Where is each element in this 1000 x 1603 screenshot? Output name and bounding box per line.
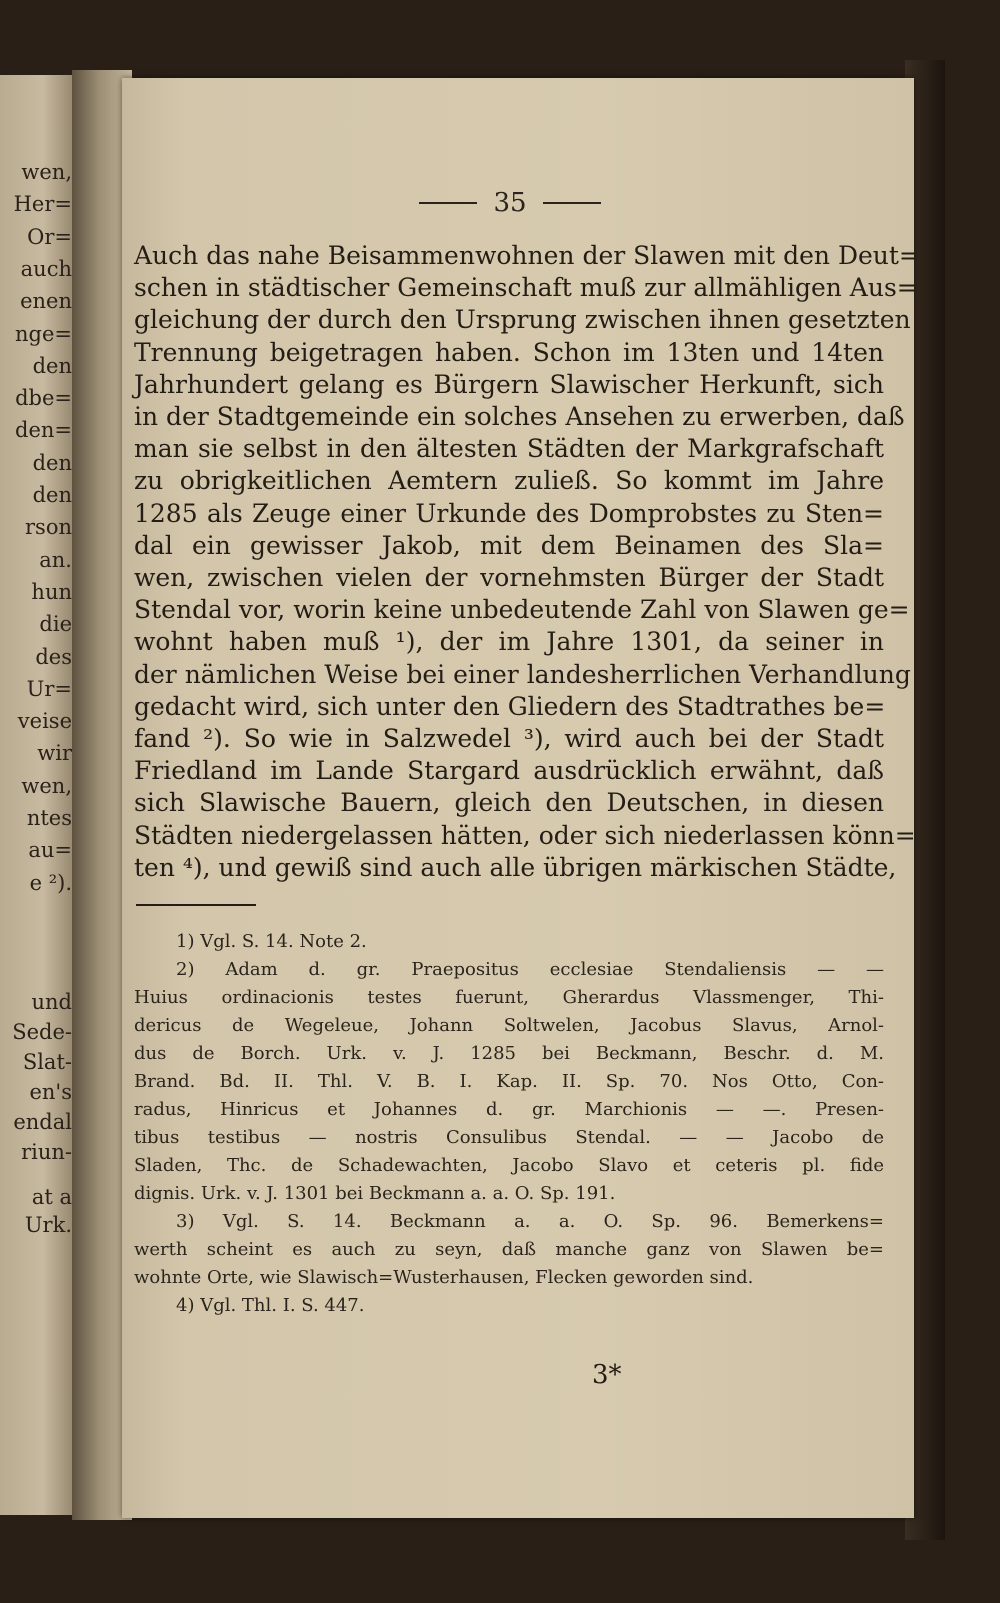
footnote-3 — [134, 1208, 884, 1292]
footnote-line: wohnte Orte, wie Slawisch=Wusterhausen, Flecken geworden sind. — [134, 1267, 754, 1288]
text-line: Friedland im Lande Stargard ausdrücklich erwähnt, daß — [134, 756, 884, 786]
left-page-fragment: die — [39, 612, 72, 637]
footnote-1 — [134, 928, 884, 956]
footnote-separator — [136, 904, 256, 906]
text-line: 1285 als Zeuge einer Urkunde des Domprobstes zu Sten= — [134, 498, 884, 528]
right-page — [122, 78, 920, 1518]
header-rule-right — [543, 202, 601, 204]
left-page-fragment: en's — [29, 1080, 72, 1104]
text-line: man sie selbst in den ältesten Städten der Markgrafschaft — [134, 434, 884, 464]
left-page-fragment: wen, — [21, 160, 72, 184]
left-page-fragment: Or= — [27, 224, 72, 249]
text-line: wen, zwischen vielen der vornehmsten Bürger der Stadt — [134, 563, 884, 593]
left-page-fragment: den — [32, 483, 72, 507]
text-line: wohnt haben muß ¹), der im Jahre 1301, da seiner in — [134, 627, 884, 657]
text-line: zu obrigkeitlichen Aemtern zuließ. So kommt im Jahre — [134, 466, 884, 496]
left-page-fragment: Sede- — [12, 1020, 72, 1044]
left-page-edge — [0, 75, 78, 1515]
left-page-fragment: Urk. — [24, 1213, 72, 1237]
left-page-fragment: Her= — [13, 192, 72, 217]
footnote-line: 1) Vgl. S. 14. Note 2. — [176, 931, 367, 952]
left-page-fragment: hun — [31, 579, 72, 604]
footnote-line: 2) Adam d. gr. Praepositus ecclesiae Stendaliensis — — — [176, 959, 884, 980]
footnote-line: radus, Hinricus et Johannes d. gr. Marchionis — —. Presen- — [134, 1099, 884, 1120]
text-line: ten ⁴), und gewiß sind auch alle übrigen märkischen Städte, — [134, 852, 897, 882]
left-page-fragment: at a — [31, 1185, 72, 1209]
text-line: der nämlichen Weise bei einer landesherrlichen Verhandlung — [134, 659, 911, 689]
left-page-fragment: Ur= — [26, 676, 72, 701]
page-number: 35 — [493, 188, 527, 218]
text-line: Stendal vor, worin keine unbedeutende Zahl von Slawen ge= — [134, 595, 910, 625]
text-line: Städten niedergelassen hätten, oder sich niederlassen könn= — [134, 820, 916, 850]
footnotes — [134, 928, 884, 1320]
footnote-4 — [134, 1292, 884, 1320]
text-line: fand ²). So wie in Salzwedel ³), wird auch bei der Stadt — [134, 724, 884, 754]
left-page-fragment: den= — [15, 418, 72, 443]
left-page-fragment: riun- — [21, 1140, 72, 1164]
footnote-2 — [134, 956, 884, 1208]
left-page-fragment: wir — [37, 741, 72, 766]
left-page-fragment: ntes — [26, 806, 72, 830]
left-page-fragment: und — [31, 990, 72, 1014]
header-rule-left — [419, 202, 477, 204]
left-page-fragment: auch — [20, 256, 72, 281]
footnote-line: dus de Borch. Urk. v. J. 1285 bei Beckmann, Beschr. d. M. — [134, 1043, 884, 1064]
footnote-line: dignis. Urk. v. J. 1301 bei Beckmann a. a. O. Sp. 191. — [134, 1183, 616, 1204]
footnote-line: 4) Vgl. Thl. I. S. 447. — [176, 1295, 365, 1316]
main-text — [134, 240, 920, 884]
footnote-line: dericus de Wegeleue, Johann Soltwelen, Jacobus Slavus, Arnol- — [134, 1015, 884, 1036]
left-page-fragment: des — [35, 644, 72, 669]
left-page-fragment: an. — [39, 547, 72, 572]
text-line: schen in städtischer Gemeinschaft muß zur allmähligen Aus= — [134, 273, 918, 303]
left-page-fragment: wen, — [21, 773, 72, 798]
left-page-fragment: dbe= — [15, 386, 72, 411]
signature-mark: 3* — [592, 1360, 622, 1390]
left-page-fragment: enen — [20, 289, 72, 314]
left-page-fragment: rson — [25, 515, 72, 540]
text-line: Trennung beigetragen haben. Schon im 13ten und 14ten — [134, 337, 884, 367]
text-line: gedacht wird, sich unter den Gliedern des Stadtrathes be= — [134, 691, 886, 721]
left-page-fragment: Slat- — [22, 1050, 72, 1074]
left-page-fragment: den — [32, 353, 72, 378]
text-line: sich Slawische Bauern, gleich den Deutschen, in diesen — [134, 788, 884, 818]
text-line: Auch das nahe Beisammenwohnen der Slawen mit den Deut= — [134, 241, 920, 270]
text-line: in der Stadtgemeinde ein solches Ansehen zu erwerben, daß — [134, 402, 905, 432]
text-line: gleichung der durch den Ursprung zwischen ihnen gesetzten — [134, 305, 911, 335]
text-line: Jahrhundert gelang es Bürgern Slawischer Herkunft, sich — [134, 369, 884, 399]
footnote-line: Huius ordinacionis testes fuerunt, Gherardus Vlassmenger, Thi- — [134, 987, 884, 1008]
left-page-fragment: veise — [17, 709, 72, 734]
footnote-line: werth scheint es auch zu seyn, daß manche ganz von Slawen be= — [134, 1239, 884, 1260]
left-page-fragment: den — [32, 450, 72, 475]
text-line: dal ein gewisser Jakob, mit dem Beinamen des Sla= — [134, 530, 884, 560]
footnote-line: Sladen, Thc. de Schadewachten, Jacobo Slavo et ceteris pl. fide — [134, 1155, 884, 1176]
footnote-line: tibus testibus — nostris Consulibus Stendal. — — Jacobo de — [134, 1127, 884, 1148]
left-page-fragment: endal — [13, 1110, 72, 1134]
left-page-fragment: au= — [28, 838, 72, 863]
footnote-line: 3) Vgl. S. 14. Beckmann a. a. O. Sp. 96. Bemerkens= — [176, 1211, 884, 1232]
page-header — [340, 188, 680, 218]
footnote-line: Brand. Bd. II. Thl. V. B. I. Kap. II. Sp. 70. Nos Otto, Con- — [134, 1071, 884, 1092]
left-page-fragment: e ²). — [29, 870, 72, 895]
left-page-fragment: nge= — [15, 321, 72, 346]
